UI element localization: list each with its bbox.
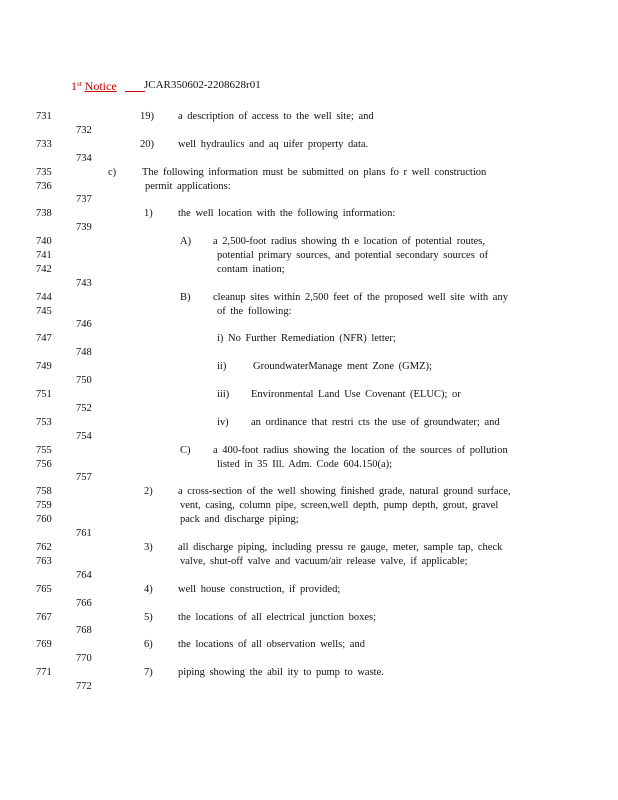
line-number: 749 <box>36 361 52 372</box>
line-number: 762 <box>36 542 52 553</box>
item-label: B) <box>180 292 191 303</box>
body-text: of the following: <box>217 306 292 317</box>
body-text: i) No Further Remediation (NFR) letter; <box>217 333 396 344</box>
body-text: pack and discharge piping; <box>180 514 299 525</box>
line-number: 734 <box>76 153 92 164</box>
item-label: 20) <box>140 139 154 150</box>
line-number: 764 <box>76 570 92 581</box>
line-number: 744 <box>36 292 52 303</box>
line-number: 743 <box>76 278 92 289</box>
body-text: listed in 35 Ill. Adm. Code 604.150(a); <box>217 459 393 470</box>
notice-label: Notice <box>84 79 117 93</box>
item-label: iv) <box>217 417 229 428</box>
line-number: 770 <box>76 653 92 664</box>
line-number: 735 <box>36 167 52 178</box>
item-label: ii) <box>217 361 227 372</box>
line-number: 733 <box>36 139 52 150</box>
body-text: the well location with the following information: <box>178 208 396 219</box>
line-number: 763 <box>36 556 52 567</box>
body-text: the locations of all electrical junction boxes; <box>178 612 377 623</box>
item-label: iii) <box>217 389 230 400</box>
line-number: 772 <box>76 681 92 692</box>
line-number: 740 <box>36 236 52 247</box>
line-number: 741 <box>36 250 52 261</box>
line-number: 739 <box>76 222 92 233</box>
line-number: 738 <box>36 208 52 219</box>
line-number: 737 <box>76 194 92 205</box>
line-number: 765 <box>36 584 52 595</box>
notice-number: 1 <box>71 79 77 93</box>
body-text: well hydraulics and aq uifer property data. <box>178 139 369 150</box>
line-number: 760 <box>36 514 52 525</box>
item-label: c) <box>108 167 117 178</box>
line-number: 757 <box>76 472 92 483</box>
notice-suffix: st <box>77 80 82 88</box>
item-label: 1) <box>144 208 153 219</box>
body-text: a 400-foot radius showing the location of the sources of pollution <box>213 445 508 456</box>
line-number: 736 <box>36 181 52 192</box>
line-number: 750 <box>76 375 92 386</box>
line-number: 755 <box>36 445 52 456</box>
body-text: potential primary sources, and potential secondary sources of <box>217 250 489 261</box>
line-number: 771 <box>36 667 52 678</box>
line-number: 742 <box>36 264 52 275</box>
body-text: a 2,500-foot radius showing th e location of potential routes, <box>213 236 485 247</box>
line-number: 745 <box>36 306 52 317</box>
line-number: 747 <box>36 333 52 344</box>
body-text: an ordinance that restri cts the use of groundwater; and <box>251 417 500 428</box>
notice-heading <box>71 77 117 93</box>
line-number: 732 <box>76 125 92 136</box>
body-text: vent, casing, column pipe, screen,well depth, pump depth, grout, gravel <box>180 500 499 511</box>
body-text: well house construction, if provided; <box>178 584 341 595</box>
body-text: The following information must be submitted on plans fo r well construction <box>142 167 487 178</box>
body-text: cleanup sites within 2,500 feet of the proposed well site with any <box>213 292 508 303</box>
item-label: 3) <box>144 542 153 553</box>
item-label: 2) <box>144 486 153 497</box>
line-number: 751 <box>36 389 52 400</box>
item-label: 7) <box>144 667 153 678</box>
body-text: all discharge piping, including pressu re gauge, meter, sample tap, check <box>178 542 503 553</box>
body-text: a description of access to the well site; and <box>178 111 374 122</box>
body-text: the locations of all observation wells; and <box>178 639 365 650</box>
item-label: 5) <box>144 612 153 623</box>
line-number: 769 <box>36 639 52 650</box>
body-text: Environmental Land Use Covenant (ELUC); or <box>251 389 461 400</box>
body-text: a cross-section of the well showing finished grade, natural ground surface, <box>178 486 511 497</box>
line-number: 746 <box>76 319 92 330</box>
item-label: 4) <box>144 584 153 595</box>
header-underline <box>125 91 145 92</box>
line-number: 731 <box>36 111 52 122</box>
line-number: 766 <box>76 598 92 609</box>
line-number: 754 <box>76 431 92 442</box>
line-number: 752 <box>76 403 92 414</box>
line-number: 753 <box>36 417 52 428</box>
item-label: 6) <box>144 639 153 650</box>
line-number: 761 <box>76 528 92 539</box>
line-number: 758 <box>36 486 52 497</box>
line-number: 748 <box>76 347 92 358</box>
item-label: A) <box>180 236 192 247</box>
body-text: piping showing the abil ity to pump to waste. <box>178 667 384 678</box>
body-text: contam ination; <box>217 264 285 275</box>
line-number: 767 <box>36 612 52 623</box>
body-text: GroundwaterManage ment Zone (GMZ); <box>253 361 432 372</box>
line-number: 759 <box>36 500 52 511</box>
line-number: 756 <box>36 459 52 470</box>
line-number: 768 <box>76 625 92 636</box>
document-id: JCAR350602-2208628r01 <box>144 79 261 91</box>
item-label: 19) <box>140 111 154 122</box>
item-label: C) <box>180 445 191 456</box>
body-text: permit applications: <box>145 181 231 192</box>
body-text: valve, shut-off valve and vacuum/air release valve, if applicable; <box>180 556 468 567</box>
